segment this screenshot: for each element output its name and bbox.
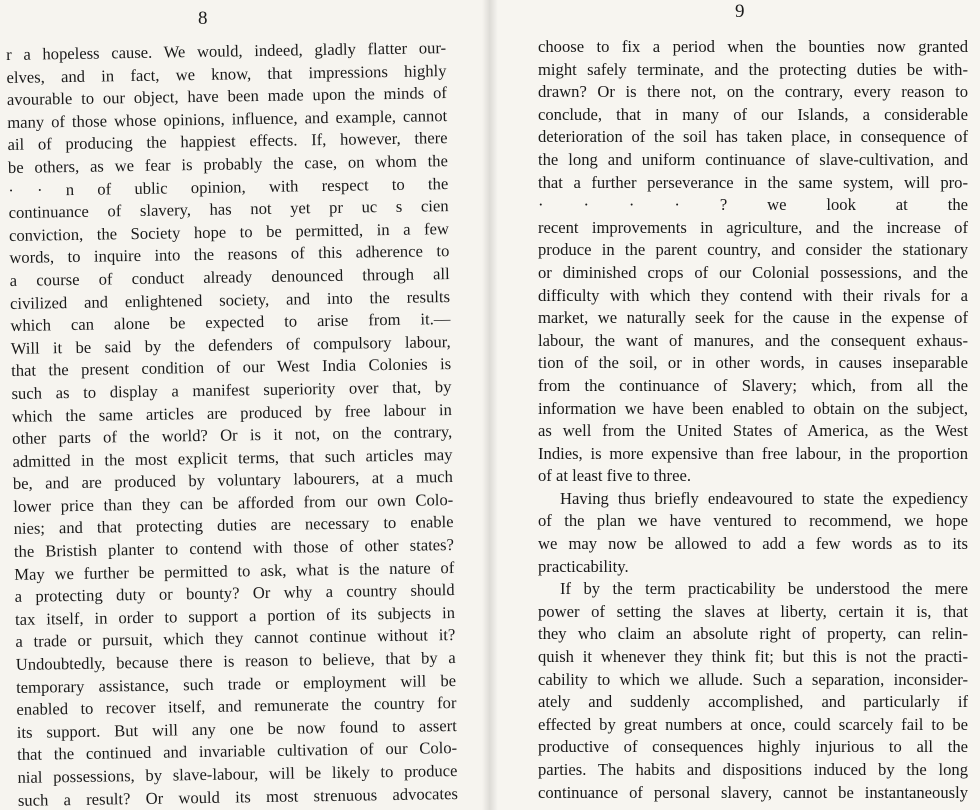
text-line: as well from the United States of America, as the West — [538, 421, 968, 441]
left-page-text — [6, 37, 458, 810]
text-line: or diminished crops of our Colonial possessions, and the — [538, 262, 968, 282]
text-line: might safely terminate, and the protecting duties be with- — [538, 59, 968, 79]
book-gutter — [482, 0, 498, 810]
text-line: which can alone be expected to arise from it.— — [10, 309, 451, 336]
text-line: elves, and in fact, we know, that impressions highly — [6, 60, 447, 87]
page-number-left: 8 — [198, 8, 208, 29]
text-line: they who claim an absolute right of property, can relin- — [538, 624, 968, 644]
text-line: be others, as we fear is probably the case, on whom the — [7, 151, 449, 177]
text-line: Having thus briefly endeavoured to state the expediency — [560, 488, 968, 508]
text-line: such a result? Or would its most strenuous advocates — [17, 783, 458, 810]
page-number-right: 9 — [735, 1, 745, 22]
text-line: Indies, is more expensive than free labour, in the proportion — [538, 443, 968, 463]
text-line: admitted in the most explicit terms, that such articles may — [12, 444, 453, 471]
text-line: be, and are produced by voluntary labourers, at a much — [12, 467, 454, 494]
text-line: nial possessions, by slave-labour, will be likely to produce — [17, 760, 458, 787]
text-line: difficulty with which they contend with their rivals for a — [538, 285, 968, 305]
text-line: we may now be allowed to add a few words as to its — [538, 534, 968, 554]
text-line: civilized and enlightened society, and into the results — [9, 286, 451, 313]
text-line: cability to which we allude. Such a separation, inconsider- — [538, 669, 968, 689]
text-line: productive of consequences highly injurious to all the — [538, 737, 968, 757]
text-line: a protecting duty or bounty? Or why a country should — [14, 580, 455, 607]
text-line: quish it whenever they think fit; but this is not the practi- — [538, 647, 968, 667]
text-line: of at least five to three. — [538, 466, 691, 486]
text-line: choose to fix a period when the bounties now granted — [538, 37, 968, 56]
text-line: that the continued and invariable cultivation of our Colo- — [17, 738, 458, 765]
text-line: Will it be said by the defenders of compulsory labour, — [10, 331, 451, 358]
text-line: labour, the want of manures, and the consequent exhaus- — [538, 330, 968, 350]
text-line: avourable to our object, have been made upon the minds of — [6, 83, 447, 110]
text-line: enabled to recover itself, and remunerate the country for — [16, 693, 457, 720]
text-line: tax itself, in order to support a portion of its subjects in — [14, 602, 456, 629]
text-line: such as to display a manifest superiority over that, by — [11, 376, 452, 403]
text-line: many of those whose opinions, influence, and example, cannot — [7, 105, 448, 132]
text-line: continuance of personal slavery, cannot be instantaneously — [538, 782, 968, 802]
text-line: ately and suddenly accomplished, and particularly if — [538, 692, 968, 712]
text-line: the long and uniform continuance of slave-cultivation, and — [538, 149, 968, 169]
text-line: r a hopeless cause. We would, indeed, gladly flatter our- — [6, 38, 447, 64]
text-line: lower price than they can be afforded from our own Colo- — [13, 489, 454, 516]
text-line: market, we naturally seek for the cause in the expense of — [538, 308, 968, 328]
text-line: conclude, that in many of our Islands, a considerable — [538, 104, 968, 124]
text-line: other parts of the world? Or is it not, on the contrary, — [12, 422, 453, 449]
text-line: a trade or pursuit, which they cannot continue without it? — [15, 625, 456, 652]
text-line: which the same articles are produced by free labour in — [11, 399, 452, 426]
text-line: recent improvements in agriculture, and the increase of — [538, 217, 968, 237]
text-line-faded: · · · · ? we look at the — [538, 195, 968, 215]
text-line: of the plan we have ventured to recommend, we hope — [538, 511, 968, 531]
text-line: conviction, the Society hope to be permitted, in a few — [8, 218, 450, 245]
right-page — [490, 0, 980, 810]
text-line: information we have been enabled to obtain on the subject, — [538, 398, 968, 418]
text-line: a course of conduct already denounced through all — [9, 263, 450, 290]
text-line: deterioration of the soil has taken place, in consequence of — [538, 127, 968, 147]
text-line: power of setting the slaves at liberty, certain it is, that — [538, 601, 968, 621]
right-page-text — [538, 36, 968, 804]
text-line: practicability. — [538, 556, 629, 576]
text-line: that a further perseverance in the same system, will pro- — [538, 172, 968, 192]
text-line: Undoubtedly, because there is reason to believe, that by a — [15, 648, 456, 674]
text-line: that the present condition of our West India Colonies is — [10, 354, 452, 381]
text-line: tion of the soil, or in other words, in causes inseparable — [538, 353, 968, 373]
text-line: produce in the parent country, and consider the stationary — [538, 240, 968, 260]
text-line: the Bristish planter to contend with those of other states? — [13, 535, 455, 561]
text-line: parties. The habits and dispositions induced by the long — [538, 760, 968, 779]
text-line: drawn? Or is there not, on the contrary, every reason to — [538, 82, 968, 102]
text-line: May we further be permitted to ask, what is the nature of — [14, 557, 455, 584]
text-line: words, to inquire into the reasons of this adherence to — [9, 241, 450, 268]
text-line: its support. But will any one be now found to assert — [16, 715, 457, 742]
text-line: If by the term practicability be understood the mere — [560, 579, 968, 599]
text-line-faded: · · n of ublic opinion, with respect to the — [8, 173, 449, 200]
text-line: effected by great numbers at once, could scarcely fail to be — [538, 714, 968, 734]
text-line: nies; and that protecting duties are necessary to enable — [13, 512, 454, 539]
text-line-faded: continuance of slavery, has not yet pr uc s cien — [8, 196, 449, 223]
text-line: from the continuance of Slavery; which, from all the — [538, 375, 968, 395]
text-line: ail of producing the happiest effects. If, however, there — [7, 128, 448, 155]
text-line: temporary assistance, such trade or employment will be — [15, 670, 457, 697]
